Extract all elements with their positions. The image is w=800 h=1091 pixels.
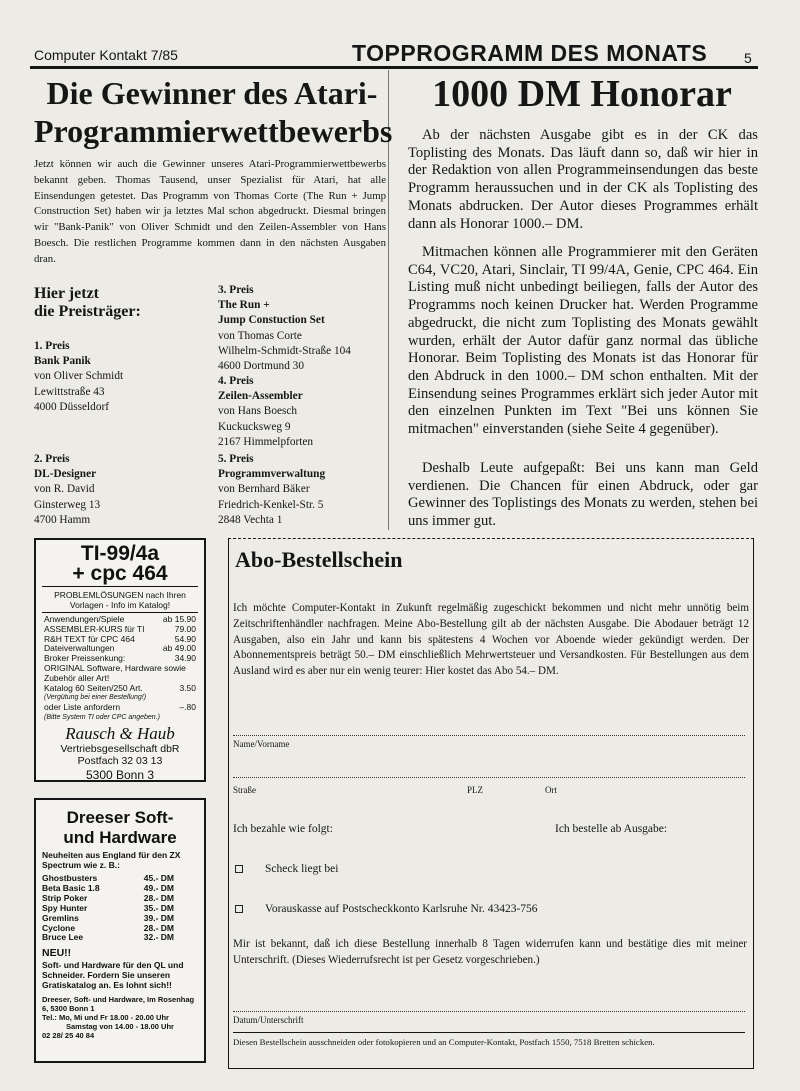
ad-item: ASSEMBLER-KURS für TI 79.00 [44, 623, 196, 634]
prize-line: Kuckucksweg 9 [218, 420, 291, 433]
ad-dreeser [34, 798, 206, 1063]
prize-3 [218, 283, 351, 374]
prize-rank: 2. Preis [34, 453, 70, 465]
ad-tel: Tel.: Mo, Mi und Fr 18.00 - 20.00 Uhr [42, 1013, 169, 1023]
street-label: Straße [233, 785, 256, 795]
prize-line: 4600 Dortmund 30 [218, 360, 304, 373]
page-number: 5 [744, 50, 752, 66]
prize-rank: 1. Preis [34, 340, 70, 352]
ad-item: Bruce Lee 32.- DM [42, 932, 174, 943]
issue-start-label: Ich bestelle ab Ausgabe: [555, 823, 668, 835]
prize-line: Lewittstraße 43 [34, 385, 105, 398]
plz-label: PLZ [467, 785, 484, 795]
option-prepayment[interactable]: Vorauskasse auf Postscheckkonto Karlsruhe Nr. 43423-756 [235, 903, 538, 915]
abo-title: Abo-Bestellschein [235, 547, 403, 572]
ad-title: TI-99/4a [80, 542, 160, 565]
prize-rank: 3. Preis [218, 284, 254, 296]
ad-liste: oder Liste anfordern –.80 [44, 702, 196, 713]
prize-line: von Hans Boesch [218, 405, 298, 418]
checkbox-cheque[interactable] [235, 865, 243, 873]
name-field[interactable] [233, 735, 745, 736]
section-title: TOPPROGRAMM DES MONATS [352, 40, 708, 66]
abo-order-form [228, 538, 754, 1069]
ad-neu: NEU!! [42, 947, 72, 960]
ad-item: Broker Preissenkung: 34.90 [44, 653, 196, 664]
header-rule [30, 66, 758, 69]
ad-subtitle: PROBLEMLÖSUNGEN nach Ihren Vorlagen - Info im Katalog! [42, 587, 198, 613]
prize-line: von R. David [34, 483, 95, 496]
prize-line: von Bernhard Bäker [218, 483, 310, 496]
prize-5 [218, 452, 325, 528]
ad-subtitle: Neuheiten aus England für den ZX Spectrum wie z. B.: [42, 850, 181, 870]
ad-title: Dreeser Soft- und Hardware [63, 808, 177, 847]
right-article-paragraph-2: Mitmachen können alle Programmierer mit den Geräten C64, VC20, Atari, Sinclair, TI 99/4A, Genie, CPC 464. Ein Listing muß nicht unbedingt beiliegen, falls der Autor des Programms noch keinen Drucker hat. Werden Programme abgedruckt, die nicht zum Toplisting des Monats gewählt wurden, erhält der Autor dafür ganz normal das übliche Honorar. Beim Toplisting des Monats ist das Honorar für den Abdruck in den 1000.– DM schon enthalten. Mit der Einsendung seines Programmes erklärt sich jeder Autor mit den einzelnen Punkten im Text "Bei uns können Sie mitmachen" einverstanden (siehe Seite 4 gegenüber). [408, 244, 758, 438]
ad-address: Dreeser, Soft- und Hardware, Im Rosenhag 6, 5300 Bonn 1 [42, 995, 195, 1014]
abo-text: Ich möchte Computer-Kontakt in Zukunft regelmäßig zugeschickt bekommen und nicht mehr unnötig beim Zeitschriftenhändler nachfragen. Meine Abo-Bestellung gilt ab der nächsten Ausgabe. Die Abodauer beträgt 12 Ausgaben, also ein Jahr und kann bis spätestens 4 Wochen vor Aboende wieder gekündigt werden. Der Abonnementspreis beträgt 50.– DM einschließlich Mehrwertsteuer und Versandkosten. Für Bestellungen aus dem Ausland wird es aber nur ein wenig teurer: Hier kostet das Abo 54.– DM. [233, 602, 749, 678]
right-article-title: 1000 DM Honorar [432, 73, 732, 115]
ad-original: ORIGINAL Software, Hardware sowie Zubehör aller Art! [44, 662, 186, 683]
prize-title: DL-Designer [34, 468, 97, 481]
prize-title: Zeilen-Assembler [218, 390, 303, 403]
prize-line: Wilhelm-Schmidt-Straße 104 [218, 344, 351, 357]
ad-rausch-haub [34, 538, 206, 782]
ad-katalog: Katalog 60 Seiten/250 Art. 3.50 [44, 682, 196, 693]
ad-address-2: Postfach 32 03 13 [77, 755, 163, 768]
ad-item: Ghostbusters 45.- DM [42, 873, 174, 883]
prize-line: Ginsterweg 13 [34, 498, 101, 511]
winners-heading: Hier jetzt die Preisträger: [34, 285, 141, 320]
ad-address-1: Vertriebsgesellschaft dbR [60, 742, 180, 755]
prize-title: Bank Panik [34, 355, 91, 368]
ad-title-2: + cpc 464 [42, 564, 198, 587]
withdrawal-text: Mir ist bekannt, daß ich diese Bestellung innerhalb 8 Tagen widerrufen kann und bestätige dies mit meiner Unterschrift. (Dieses Wiederrufsrecht ist per Gesetz vorgeschrieben.) [233, 938, 747, 966]
prize-title: Programmverwaltung [218, 468, 326, 481]
address-field[interactable] [233, 777, 745, 778]
ad-item: Gremlins 39.- DM [42, 912, 174, 923]
ort-label: Ort [545, 785, 557, 795]
ad-address-3: 5300 Bonn 3 [85, 767, 155, 782]
right-article-paragraph-3: Deshalb Leute aufgepaßt: Bei uns kann man Geld verdienen. Die Chancen für einen Abdruck, oder gar Gewinner des Toplistings des Monats zu werden, stehen bei uns immer gut. [408, 460, 758, 530]
prize-line: von Thomas Corte [218, 329, 302, 342]
option-cheque[interactable]: Scheck liegt bei [235, 863, 338, 875]
ad-neu-text: Soft- und Hardware für den QL und Schneider. Fordern Sie unseren Gratiskatalog an. Es lohnt sich!! [42, 960, 184, 991]
prize-4 [218, 374, 313, 450]
prize-1 [34, 339, 123, 415]
prize-line: 2848 Vechta 1 [218, 513, 283, 526]
prize-title-2: Jump Constuction Set [218, 314, 325, 327]
prize-line: 4000 Düsseldorf [34, 400, 109, 413]
payment-label: Ich bezahle wie folgt: [233, 823, 333, 835]
name-label: Name/Vorname [233, 739, 290, 749]
footer-rule [233, 1032, 745, 1033]
signature-field[interactable] [233, 1011, 745, 1012]
ad-phone: 02 28/ 25 40 84 [42, 1031, 95, 1041]
prize-line: 2167 Himmelpforten [218, 435, 314, 448]
prize-rank: 4. Preis [218, 375, 254, 387]
abo-footer: Diesen Bestellschein ausschneiden oder fotokopieren und an Computer-Kontakt, Postfach 1550, 7518 Bretten schicken. [233, 1037, 655, 1047]
ad-saturday: Samstag von 14.00 - 18.00 Uhr [66, 1022, 174, 1032]
ad-company: Rausch & Haub [65, 723, 175, 743]
ad-item: Spy Hunter 35.- DM [42, 902, 174, 913]
checkbox-prepayment[interactable] [235, 905, 243, 913]
prize-line: von Oliver Schmidt [34, 370, 124, 383]
prize-line: Friedrich-Kenkel-Str. 5 [218, 498, 324, 511]
ad-item: Cyclone 28.- DM [42, 922, 174, 933]
ad-note: (Bitte System TI oder CPC angeben.) [44, 713, 160, 721]
issue-label: Computer Kontakt 7/85 [34, 47, 178, 63]
ad-item: Strip Poker 28.- DM [42, 892, 174, 903]
right-article-paragraph-1: Ab der nächsten Ausgabe gibt es in der CK das Toplisting des Monats. Das läuft dann so, daß wir hier in der Redaktion von allen Programmeinsendungen das beste Programm heraussuchen und in der CK als Toplisting des Monats abdrucken. Der Autor dieses Programmes erhält dann als Honorar 1000.– DM. [408, 127, 758, 232]
ad-item: Anwendungen/Spiele ab 15.90 [44, 614, 196, 624]
ad-item: Dateiverwaltungen ab 49.00 [44, 643, 196, 654]
ad-item: R&H TEXT für CPC 464 54.90 [44, 633, 196, 644]
date-signature-label: Datum/Unterschrift [233, 1015, 304, 1025]
prize-title: The Run + [218, 299, 270, 312]
ad-note: (Vergütung bei einer Bestellung!) [44, 694, 147, 702]
prize-rank: 5. Preis [218, 453, 254, 465]
prize-line: 4700 Hamm [34, 513, 91, 526]
ad-item: Beta Basic 1.8 49.- DM [42, 882, 174, 893]
left-article-intro: Jetzt können wir auch die Gewinner unseres Atari-Programmierwettbewerbs bekannt geben. Thomas Tausend, unser Spezialist für Atari, hat alle Einsendungen getestet. Das Programm von Thomas Corte (The Run + Jump Construction Set) haben wir ja letztes Mal schon abgedruckt. Diesmal bringen wir "Bank-Panik" von Oliver Schmidt und den Zeilen-Assembler von Hans Boesch. Die restlichen Programme kommen dann in den nächsten Ausgaben dran. [34, 158, 386, 265]
prize-2 [34, 452, 100, 528]
left-article-title: Die Gewinner des Atari-Programmierwettbewerbs [34, 75, 393, 149]
